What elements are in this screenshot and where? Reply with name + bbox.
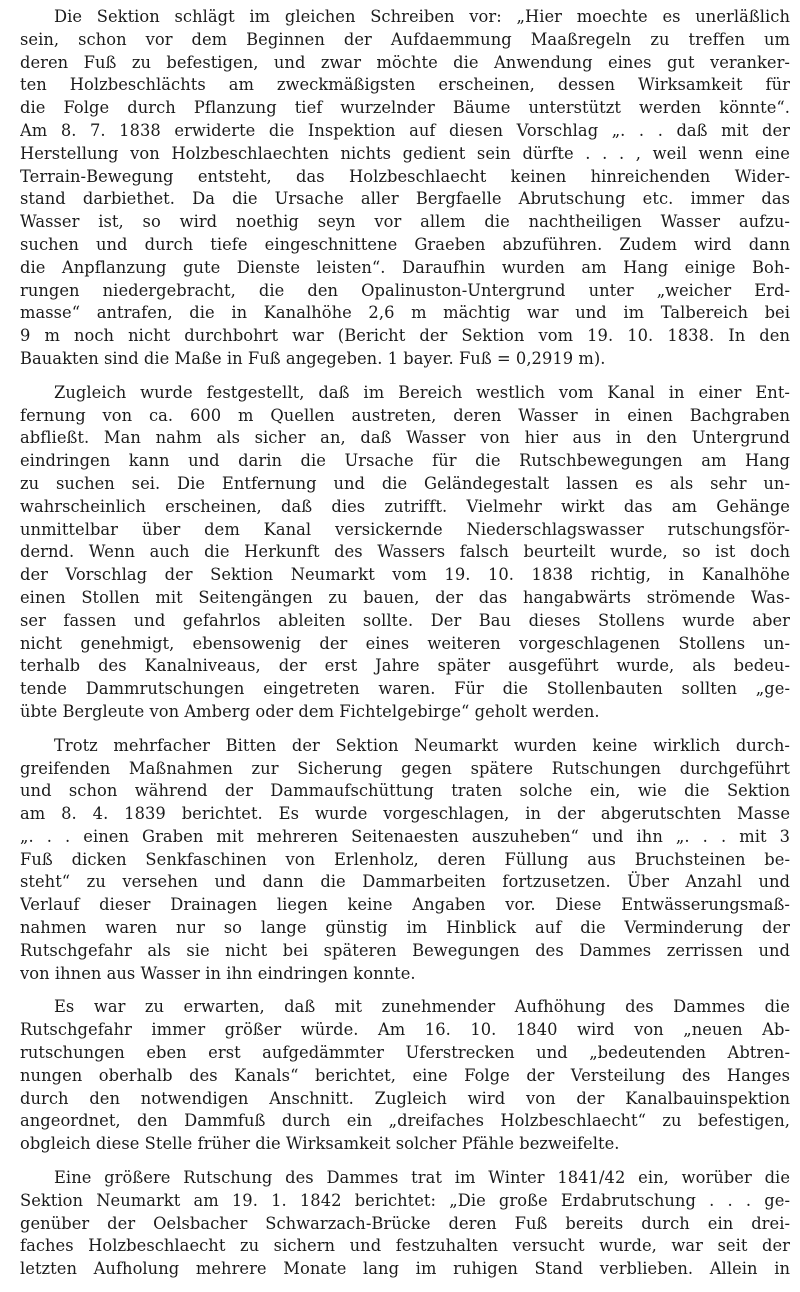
text-line: nicht genehmigt, ebensowenig der eines weiteren vorgeschlagenen Stollens un- bbox=[20, 633, 790, 653]
text-line: nahmen waren nur so lange günstig im Hinblick auf die Verminderung der bbox=[20, 918, 790, 938]
paragraph-2 bbox=[20, 382, 790, 724]
text-line: am 8. 4. 1839 berichtet. Es wurde vorgeschlagen, in der abgerutschten Masse bbox=[20, 804, 790, 824]
text-line: durch den notwendigen Anschnitt. Zugleich wird von der Kanalbauinspektion bbox=[20, 1088, 790, 1108]
text-line: sein, schon vor dem Beginnen der Aufdaemmung Maaßregeln zu treffen um bbox=[20, 29, 790, 49]
text-line: der Vorschlag der Sektion Neumarkt vom 19. 10. 1838 richtig, in Kanalhöhe bbox=[20, 565, 790, 585]
text-line: Sektion Neumarkt am 19. 1. 1842 berichtet: „Die große Erdabrutschung . . . ge- bbox=[20, 1190, 790, 1210]
text-line: 9 m noch nicht durchbohrt war (Bericht der Sektion vom 19. 10. 1838. In den bbox=[20, 326, 790, 346]
text-line: faches Holzbeschlaecht zu sichern und festzuhalten versucht wurde, war seit der bbox=[20, 1236, 790, 1256]
paragraph-1 bbox=[20, 6, 790, 371]
text-line: und schon während der Dammaufschüttung traten solche ein, wie die Sektion bbox=[20, 781, 790, 801]
text-line: stand darbiethet. Da die Ursache aller Bergfaelle Abrutschung etc. immer das bbox=[20, 189, 790, 209]
text-line: nungen oberhalb des Kanals“ berichtet, eine Folge der Versteilung des Hanges bbox=[20, 1065, 790, 1085]
paragraph-4 bbox=[20, 996, 790, 1156]
text-line: angeordnet, den Dammfuß durch ein „dreifaches Holzbeschlaecht“ zu befestigen, bbox=[20, 1111, 790, 1131]
text-line: abfließt. Man nahm als sicher an, daß Wasser von hier aus in den Untergrund bbox=[20, 428, 790, 448]
text-line: greifenden Maßnahmen zur Sicherung gegen spätere Rutschungen durchgeführt bbox=[20, 758, 790, 778]
text-line: die Anpflanzung gute Dienste leisten“. Daraufhin wurden am Hang einige Boh- bbox=[20, 257, 790, 277]
text-line: rungen niedergebracht, die den Opalinuston-Untergrund unter „weicher Erd- bbox=[20, 280, 790, 300]
text-line: eindringen kann und darin die Ursache für die Rutschbewegungen am Hang bbox=[20, 451, 790, 471]
text-line: Trotz mehrfacher Bitten der Sektion Neumarkt wurden keine wirklich durch- bbox=[54, 735, 790, 755]
text-line: terhalb des Kanalniveaus, der erst Jahre später ausgeführt wurde, als bedeu- bbox=[20, 656, 790, 676]
text-line: Wasser ist, so wird noethig seyn vor allem die nachtheiligen Wasser aufzu- bbox=[20, 212, 790, 232]
text-line: Verlauf dieser Drainagen liegen keine Angaben vor. Diese Entwässerungsmaß- bbox=[20, 895, 790, 915]
text-line: dernd. Wenn auch die Herkunft des Wassers falsch beurteilt wurde, so ist doch bbox=[20, 542, 790, 562]
text-line: von ihnen aus Wasser in ihn eindringen konnte. bbox=[20, 963, 416, 983]
text-line: Zugleich wurde festgestellt, daß im Bereich westlich vom Kanal in einer Ent- bbox=[54, 382, 790, 402]
text-line: deren Fuß zu befestigen, und zwar möchte die Anwendung eines gut veranker- bbox=[20, 52, 790, 72]
text-line: masse“ antrafen, die in Kanalhöhe 2,6 m mächtig war und im Talbereich bei bbox=[20, 303, 790, 323]
text-line: Rutschgefahr als sie nicht bei späteren Bewegungen des Dammes zerrissen und bbox=[20, 940, 790, 960]
text-line: unmittelbar über dem Kanal versickernde Niederschlagswasser rutschungsför- bbox=[20, 519, 790, 539]
text-line: steht“ zu versehen und dann die Dammarbeiten fortzusetzen. Über Anzahl und bbox=[20, 872, 790, 892]
text-line: obgleich diese Stelle früher die Wirksamkeit solcher Pfähle bezweifelte. bbox=[20, 1134, 620, 1154]
text-line: suchen und durch tiefe eingeschnittene Graeben abzuführen. Zudem wird dann bbox=[20, 234, 790, 254]
text-line: ser fassen und gefahrlos ableiten sollte. Der Bau dieses Stollens wurde aber bbox=[20, 610, 790, 630]
text-line: übte Bergleute von Amberg oder dem Fichtelgebirge“ geholt werden. bbox=[20, 701, 600, 721]
paragraph-3 bbox=[20, 735, 790, 986]
text-line: Terrain-Bewegung entsteht, das Holzbeschlaecht keinen hinreichenden Wider- bbox=[20, 166, 790, 186]
text-line: Fuß dicken Senkfaschinen von Erlenholz, deren Füllung aus Bruchsteinen be- bbox=[20, 849, 790, 869]
text-line: Am 8. 7. 1838 erwiderte die Inspektion auf diesen Vorschlag „. . . daß mit der bbox=[20, 120, 790, 140]
text-line: Es war zu erwarten, daß mit zunehmender Aufhöhung des Dammes die bbox=[54, 997, 790, 1017]
text-line: genüber der Oelsbacher Schwarzach-Brücke deren Fuß bereits durch ein drei- bbox=[20, 1213, 790, 1233]
text-line: letzten Aufholung mehrere Monate lang im ruhigen Stand verblieben. Allein in bbox=[20, 1259, 790, 1279]
paragraph-5 bbox=[20, 1167, 790, 1281]
text-line: Rutschgefahr immer größer würde. Am 16. 10. 1840 wird von „neuen Ab- bbox=[20, 1020, 790, 1040]
text-line: die Folge durch Pflanzung tief wurzelnder Bäume unterstützt werden könnte“. bbox=[20, 98, 790, 118]
text-line: fernung von ca. 600 m Quellen austreten, deren Wasser in einen Bachgraben bbox=[20, 405, 790, 425]
text-line: Die Sektion schlägt im gleichen Schreiben vor: „Hier moechte es unerläßlich bbox=[54, 7, 790, 26]
text-line: ten Holzbeschlächts am zweckmäßigsten erscheinen, dessen Wirksamkeit für bbox=[20, 75, 790, 95]
text-line: Bauakten sind die Maße in Fuß angegeben. 1 bayer. Fuß = 0,2919 m). bbox=[20, 348, 606, 368]
text-line: Eine größere Rutschung des Dammes trat im Winter 1841/42 ein, worüber die bbox=[54, 1168, 790, 1188]
text-line: tende Dammrutschungen eingetreten waren. Für die Stollenbauten sollten „ge- bbox=[20, 679, 790, 699]
text-line: Herstellung von Holzbeschlaechten nichts gedient sein dürfte . . . , weil wenn eine bbox=[20, 143, 790, 163]
text-line: „. . . einen Graben mit mehreren Seitenaesten auszuheben“ und ihn „. . . mit 3 bbox=[20, 826, 790, 846]
text-line: zu suchen sei. Die Entfernung und die Geländegestalt lassen es als sehr un- bbox=[20, 473, 790, 493]
text-line: einen Stollen mit Seitengängen zu bauen, der das hangabwärts strömende Was- bbox=[20, 587, 790, 607]
text-line: wahrscheinlich erscheinen, daß dies zutrifft. Vielmehr wirkt das am Gehänge bbox=[20, 496, 790, 516]
text-line: rutschungen eben erst aufgedämmter Uferstrecken und „bedeutenden Abtren- bbox=[20, 1043, 790, 1063]
document-page bbox=[20, 6, 790, 1292]
